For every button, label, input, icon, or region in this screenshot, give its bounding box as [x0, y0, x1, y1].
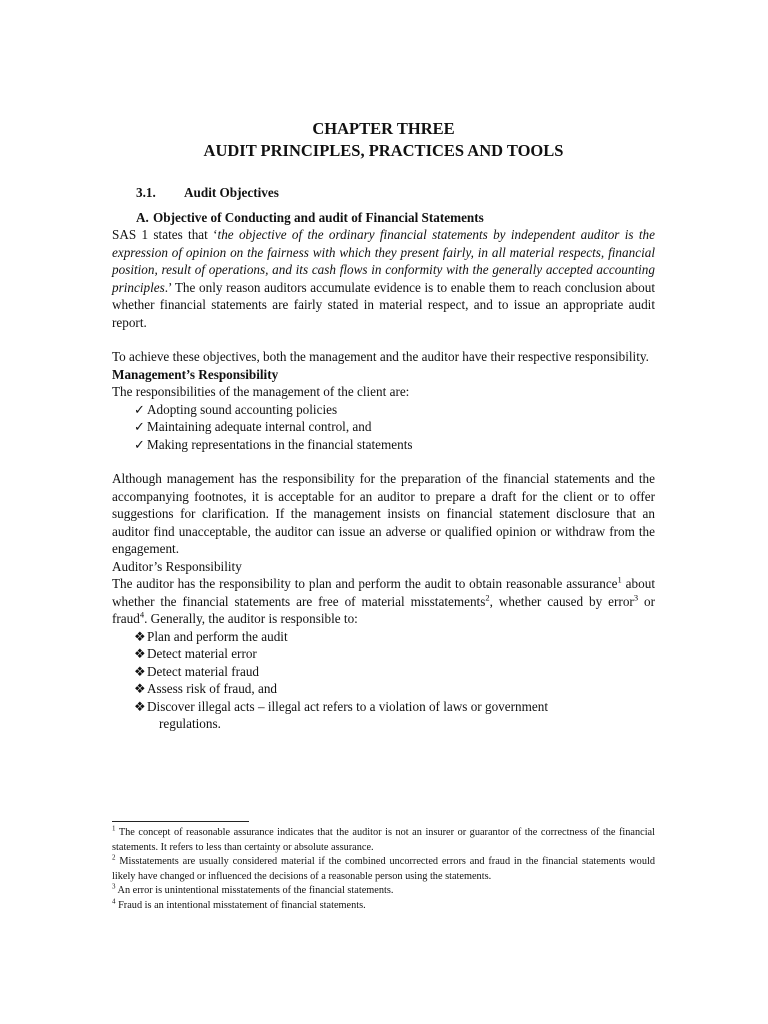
- diamond-bullet-icon: ❖: [134, 698, 146, 714]
- auditor-paragraph: The auditor has the responsibility to plan and perform the audit to obtain reasonable assurance$^1$ about whether the financial statements are free of material misstatements$^2$, whether caused by error$^3$ or fraud$^4$. Generally, the auditor is responsible to:: [112, 574, 655, 626]
- intro-paragraph: SAS 1 states that ‘the objective of the ordinary financial statements by independent auditor is the expression of opinion on the fairness with which they present fairly, in all material respects, financial position, result of operations, and its cash flows in conformity with the generally accepted accounting principles.’ The only reason auditors accumulate evidence is to enable them to reach conclusion about whether financial statements are fairly stated in material respect, and to issue an appropriate audit report.: [112, 227, 655, 330]
- check-icon: ✓: [134, 436, 146, 452]
- footnote-ref: 3: [633, 592, 639, 603]
- footnotes: [112, 826, 655, 913]
- footnote-ref: 4: [139, 609, 145, 620]
- section-title: Audit Objectives: [184, 185, 279, 200]
- footnote-divider: [112, 821, 249, 822]
- list-item: ✓ Adopting sound accounting policies: [134, 401, 338, 417]
- check-icon: ✓: [134, 401, 146, 417]
- footnote-ref: 1: [617, 574, 622, 585]
- objectives-paragraph: To achieve these objectives, both the management and the auditor have their respective responsibility.: [112, 349, 649, 364]
- diamond-bullet-icon: ❖: [134, 681, 146, 696]
- footnote: $^1$ The concept of reasonable assurance indicates that the auditor is not an insurer or guarantor of the correctness of the financial statements. It refers to less than certainty or absolute assurance.: [112, 824, 655, 853]
- management-list: [112, 401, 655, 454]
- check-icon: ✓: [134, 419, 146, 434]
- list-item: ✓ Making representations in the financial statements: [134, 436, 413, 452]
- diamond-bullet-icon: ❖: [134, 646, 146, 661]
- list-item: ❖ Detect material error: [134, 646, 257, 661]
- section-heading: [112, 184, 655, 202]
- footnote: $^4$ Fraud is an intentional misstatement of financial statements.: [112, 897, 366, 911]
- subsection-number: A.: [136, 209, 149, 225]
- subsection-title: Objective of Conducting and audit of Financial Statements: [153, 209, 484, 225]
- list-item: ✓ Maintaining adequate internal control, and: [134, 419, 372, 434]
- diamond-bullet-icon: ❖: [134, 663, 146, 679]
- list-item: ❖ Assess risk of fraud, and: [134, 681, 278, 696]
- list-item: ❖ Discover illegal acts – illegal act refers to a violation of laws or government: [134, 698, 548, 714]
- footnote: $^3$ An error is unintentional misstatements of the financial statements.: [112, 882, 394, 896]
- diamond-bullet-icon: ❖: [134, 628, 146, 644]
- auditor-heading: Auditor’s Responsibility: [112, 558, 242, 574]
- auditor-list: [112, 628, 655, 733]
- footnote: $^2$ Misstatements are usually considered material if the combined uncorrected errors and fraud in the financial statements would likely have changed or influenced the decisions of a reasonable person using the statements.: [112, 853, 655, 882]
- management-lead: The responsibilities of the management of the client are:: [112, 384, 410, 399]
- chapter-number: CHAPTER THREE: [312, 119, 455, 138]
- management-heading: Management’s Responsibility: [112, 366, 279, 382]
- list-item: ❖ Detect material fraud: [134, 663, 260, 679]
- section-number: 3.1.: [136, 185, 156, 200]
- subsection-heading: [112, 209, 655, 227]
- list-item-continuation: regulations.: [159, 716, 221, 731]
- sas1-quote: the objective of the ordinary financial statements by independent auditor is the expression of opinion on the fairness with which they present fairly, in all material respects, financial position, result of operations, and its cash flows in conformity with the generally accepted accounting principles: [112, 227, 655, 295]
- document-body: [112, 118, 655, 733]
- although-paragraph: Although management has the responsibility for the preparation of the financial statements and the accompanying footnotes, it is acceptable for an auditor to prepare a draft for the client or to offer suggestions for clarification. If the management insists on financial statement disclosure that an auditor find unacceptable, the auditor can issue an adverse or qualified opinion or withdraw from the engagement.: [112, 471, 655, 556]
- list-item: ❖ Plan and perform the audit: [134, 628, 288, 644]
- footnote-ref: 2: [485, 592, 490, 603]
- chapter-title: AUDIT PRINCIPLES, PRACTICES AND TOOLS: [203, 141, 564, 160]
